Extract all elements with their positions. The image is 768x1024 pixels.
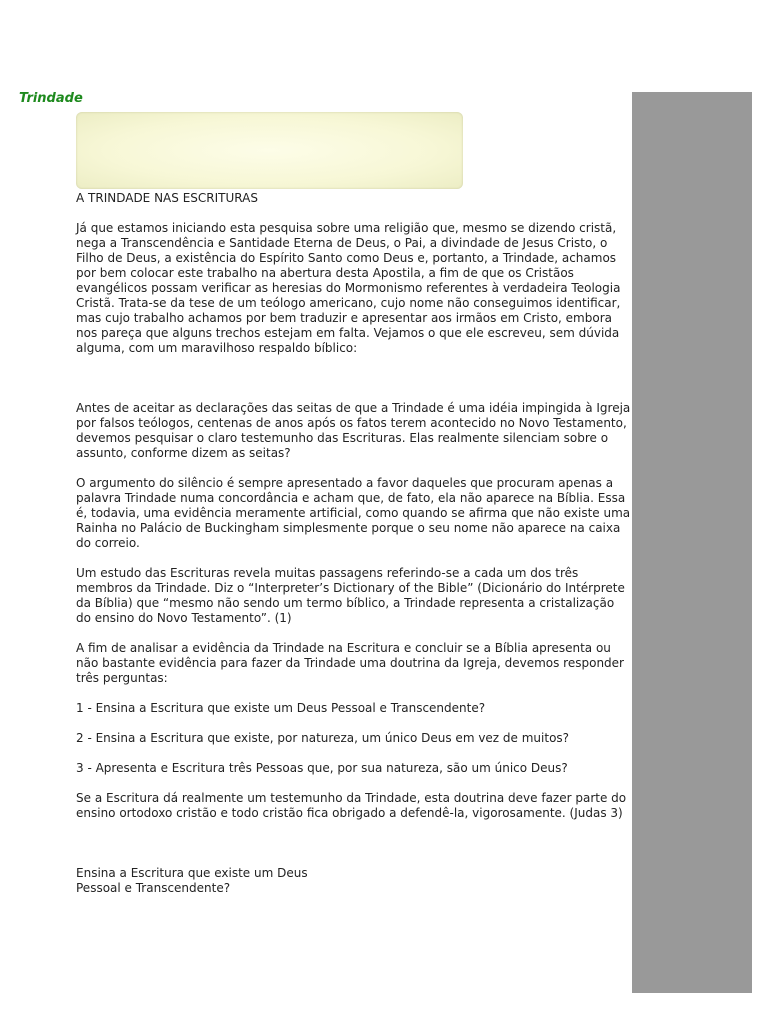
question-1: 1 - Ensina a Escritura que existe um Deus Pessoal e Transcendente? [76,701,486,715]
article-body [76,191,632,896]
banner-box [76,112,463,189]
paragraph: O argumento do silêncio é sempre apresentado a favor daqueles que procuram apenas a palavra Trindade numa concordância e acham que, de fato, ela não aparece na Bíblia. Essa é, todavia, uma evidência meramente artificial, como quando se afirma que não existe uma Rainha no Palácio de Buckingham simplesmente porque o seu nome não aparece na caixa do correio. [76,476,631,550]
paragraph-intro: Já que estamos iniciando esta pesquisa sobre uma religião que, mesmo se dizendo cristã, nega a Transcendência e Santidade Eterna de Deus, o Pai, a divindade de Jesus Cristo, o Filho de Deus, a existência do Espírito Santo como Deus e, portanto, a Trindade, achamos por bem colocar este trabalho na abertura desta Apostila, a fim de que os Cristãos evangélicos possam verificar as heresias do Mormonismo referentes à verdadeira Teologia Cristã. Trata-se da tese de um teólogo americano, cujo nome não conseguimos identificar, mas cujo trabalho achamos por bem traduzir e apresentar aos irmãos em Cristo, embora nos pareça que alguns trechos estejam em falta. Vejamos o que ele escreveu, sem dúvida alguma, com um maravilhoso respaldo bíblico: [76,221,621,355]
subheading-line-2: Pessoal e Transcendente? [76,881,231,895]
paragraph: A fim de analisar a evidência da Trindade na Escritura e concluir se a Bíblia apresenta ou não bastante evidência para fazer da Trindade uma doutrina da Igreja, devemos responder três perguntas: [76,641,624,685]
subheading-line-1: Ensina a Escritura que existe um Deus [76,866,308,880]
question-2: 2 - Ensina a Escritura que existe, por natureza, um único Deus em vez de muitos? [76,731,570,745]
section-subheading [76,866,632,896]
paragraph: Antes de aceitar as declarações das seitas de que a Trindade é uma idéia impingida à Igreja por falsos teólogos, centenas de anos após os fatos terem acontecido no Novo Testamento, devemos pesquisar o claro testemunho das Escrituras. Elas realmente silenciam sobre o assunto, conforme dizem as seitas? [76,401,631,460]
question-3: 3 - Apresenta e Escritura três Pessoas que, por sua natureza, são um único Deus? [76,761,568,775]
page-heading: Trindade [19,91,83,106]
article-title: A TRINDADE NAS ESCRITURAS [76,191,258,205]
paragraph: Um estudo das Escrituras revela muitas passagens referindo-se a cada um dos três membros da Trindade. Diz o “Interpreter’s Dictionary of the Bible” (Dicionário do Intérprete da Bíblia) que “mesmo não sendo um termo bíblico, a Trindade representa a cristalização do ensino do Novo Testamento”. (1) [76,566,625,625]
right-sidebar [632,92,752,993]
paragraph: Se a Escritura dá realmente um testemunho da Trindade, esta doutrina deve fazer parte do ensino ortodoxo cristão e todo cristão fica obrigado a defendê-la, vigorosamente. (Judas 3) [76,791,627,820]
